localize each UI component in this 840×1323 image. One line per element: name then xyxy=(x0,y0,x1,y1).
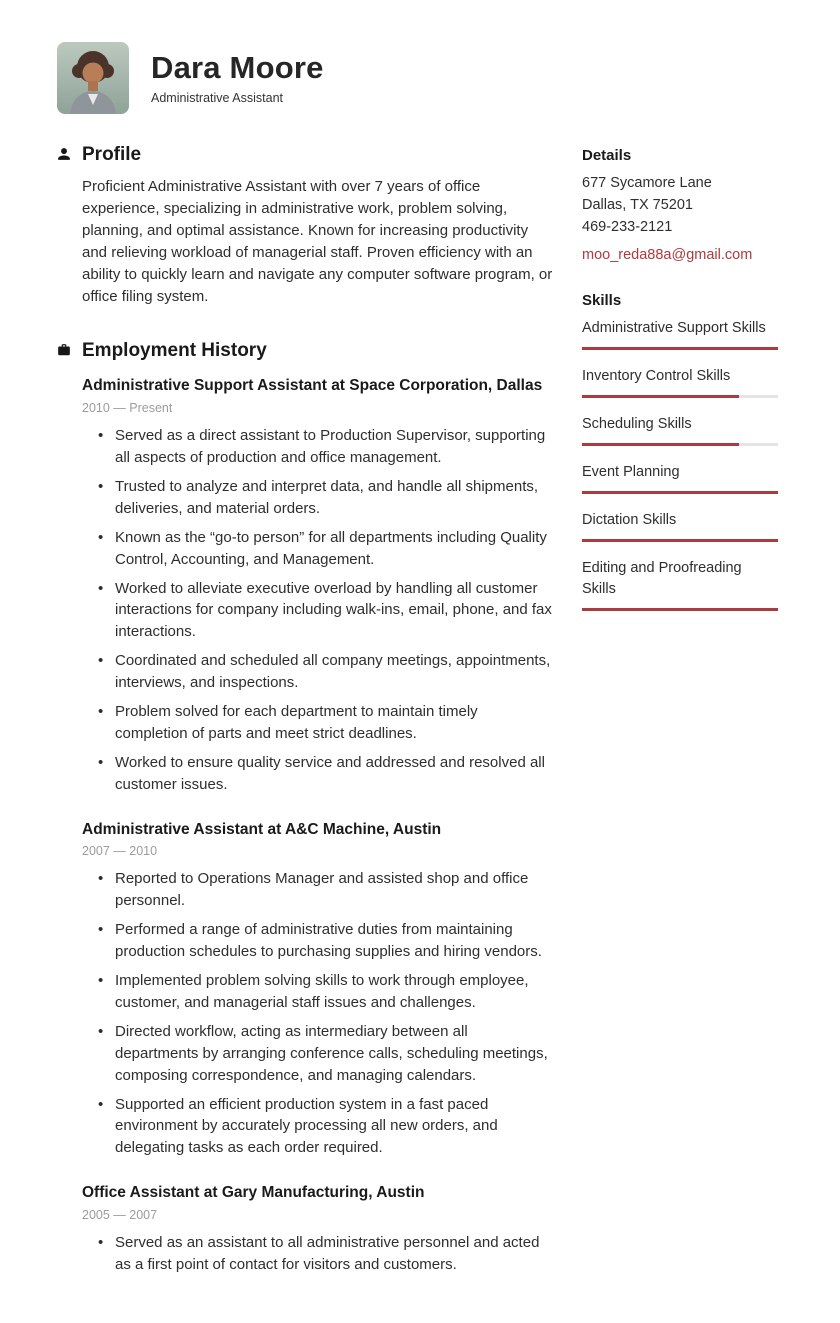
job-dates: 2010 — Present xyxy=(82,401,173,416)
skill-item xyxy=(582,414,778,446)
skill-level-fill xyxy=(582,491,778,494)
candidate-job-title: Administrative Assistant xyxy=(151,90,283,105)
profile-section xyxy=(82,144,554,308)
skills-heading: Skills xyxy=(582,291,622,309)
person-icon xyxy=(57,147,71,161)
job-entry xyxy=(82,1183,554,1276)
skill-level-bar xyxy=(582,539,778,542)
bullet-item: • Reported to Operations Manager and assisted shop and office personnel. xyxy=(82,868,554,912)
employment-heading: Employment History xyxy=(82,340,267,362)
job-title: Administrative Support Assistant at Space Corporation, Dallas xyxy=(82,377,543,395)
profile-section-header xyxy=(82,144,554,166)
bullet-item: • Performed a range of administrative duties from maintaining production schedules to purchasing supplies and hiring vendors. xyxy=(82,919,554,963)
candidate-name: Dara Moore xyxy=(151,50,324,86)
bullet-item: • Directed workflow, acting as intermediary between all departments by arranging conference calls, scheduling meetings, composing correspondence, and managing calendars. xyxy=(82,1021,554,1087)
profile-text: Proficient Administrative Assistant with over 7 years of office experience, specializing in administrative work, problem solving, planning, and optimal assistance. Known for increasing productivity and relieving workload of managerial staff. Proven efficiency with an ability to quickly learn and navigate any computer software program, or office filing system. xyxy=(82,178,553,306)
skill-level-fill xyxy=(582,347,778,350)
employment-section-header xyxy=(82,340,554,362)
resume-columns xyxy=(57,144,778,1283)
skill-item xyxy=(582,558,778,611)
briefcase-icon xyxy=(57,343,71,357)
address-line-2: Dallas, TX 75201 xyxy=(582,196,693,213)
email-link[interactable]: moo_reda88a@gmail.com xyxy=(582,247,753,264)
skill-level-bar xyxy=(582,443,778,446)
job-dates: 2007 — 2010 xyxy=(82,844,158,859)
details-heading: Details xyxy=(582,147,632,164)
skill-item xyxy=(582,510,778,542)
skill-level-bar xyxy=(582,491,778,494)
job-bullets xyxy=(82,868,554,1159)
skill-label: Dictation Skills xyxy=(582,511,677,528)
skill-label: Scheduling Skills xyxy=(582,415,692,432)
bullet-item: • Worked to ensure quality service and addressed and resolved all customer issues. xyxy=(82,752,554,796)
skill-label: Inventory Control Skills xyxy=(582,367,731,384)
job-entry xyxy=(82,820,554,1160)
job-dates: 2005 — 2007 xyxy=(82,1208,158,1223)
skill-label: Event Planning xyxy=(582,463,680,480)
skill-level-fill xyxy=(582,608,778,611)
skill-level-fill xyxy=(582,395,739,398)
skill-item xyxy=(582,318,778,350)
skill-level-bar xyxy=(582,347,778,350)
sidebar-column xyxy=(582,144,778,1283)
skills-section xyxy=(582,292,778,611)
address-line-1: 677 Sycamore Lane xyxy=(582,175,712,191)
profile-photo xyxy=(57,42,129,114)
job-bullets xyxy=(82,425,554,795)
bullet-item: • Implemented problem solving skills to work through employee, customer, and managerial staff issues and challenges. xyxy=(82,970,554,1014)
employment-section xyxy=(82,340,554,1276)
job-entry xyxy=(82,376,554,795)
name-block xyxy=(151,51,324,104)
details-section xyxy=(582,147,778,266)
skill-level-bar xyxy=(582,608,778,611)
job-bullets xyxy=(82,1232,554,1276)
skill-label: Administrative Support Skills xyxy=(582,319,766,336)
bullet-item: • Coordinated and scheduled all company meetings, appointments, interviews, and inspections. xyxy=(82,650,554,694)
bullet-item: • Problem solved for each department to maintain timely completion of parts and meet strict deadlines. xyxy=(82,701,554,745)
bullet-item: • Supported an efficient production system in a fast paced environment by accurately processing all new orders, and delegating tasks as each order required. xyxy=(82,1094,554,1160)
skill-item xyxy=(582,462,778,494)
skill-label: Editing and Proofreading Skills xyxy=(582,559,742,597)
portrait-photo-placeholder xyxy=(57,42,129,114)
bullet-item: • Trusted to analyze and interpret data, and handle all shipments, deliveries, and material orders. xyxy=(82,476,554,520)
bullet-item: • Known as the “go-to person” for all departments including Quality Control, Accounting, and Management. xyxy=(82,527,554,571)
skill-item xyxy=(582,366,778,398)
phone-number: 469-233-2121 xyxy=(582,218,673,235)
job-title: Administrative Assistant at A&C Machine, Austin xyxy=(82,820,442,838)
resume-header xyxy=(57,42,778,114)
skill-level-fill xyxy=(582,539,778,542)
skill-level-fill xyxy=(582,443,739,446)
profile-heading: Profile xyxy=(82,144,142,165)
bullet-item: • Served as a direct assistant to Production Supervisor, supporting all aspects of production and office management. xyxy=(82,425,554,469)
main-column xyxy=(57,144,554,1283)
bullet-item: • Served as an assistant to all administrative personnel and acted as a first point of contact for visitors and customers. xyxy=(82,1232,554,1276)
bullet-item: • Worked to alleviate executive overload by handling all customer interactions for company including walk-ins, email, phone, and fax interactions. xyxy=(82,578,554,644)
skill-level-bar xyxy=(582,395,778,398)
job-title: Office Assistant at Gary Manufacturing, Austin xyxy=(82,1184,425,1202)
